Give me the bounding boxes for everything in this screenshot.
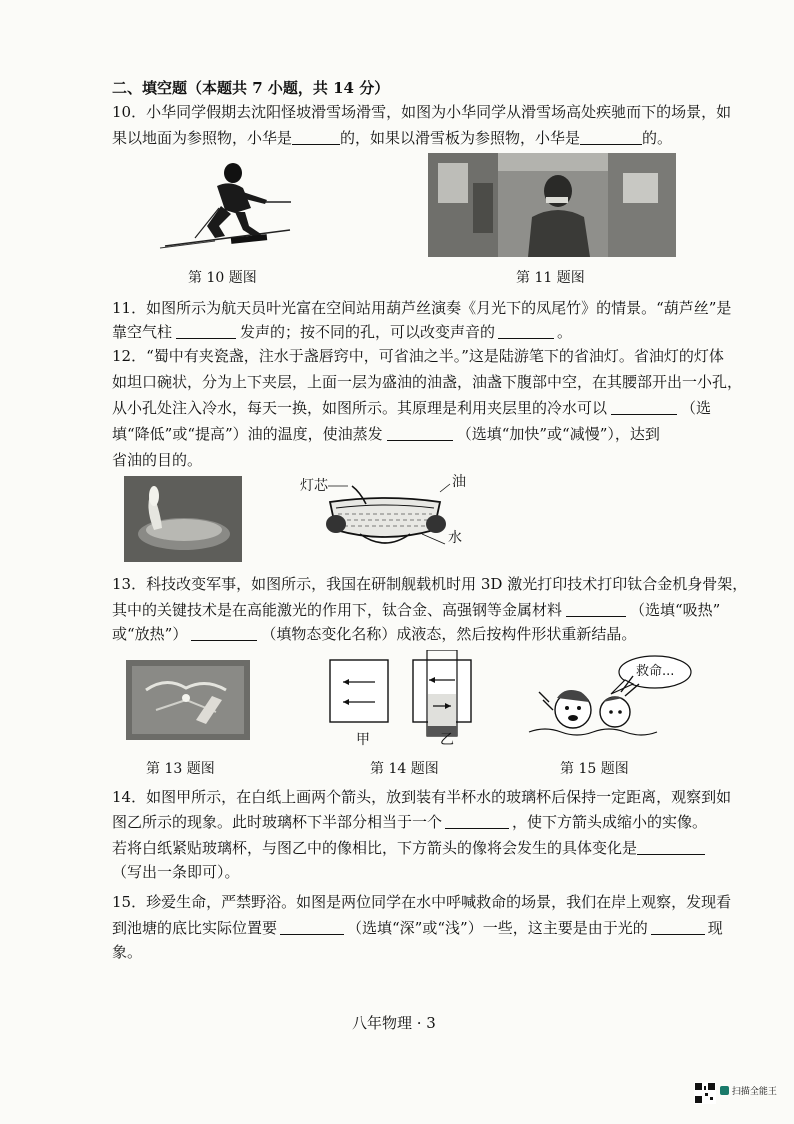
q15-blank-1[interactable]: [280, 919, 344, 935]
q13-text-a: 其中的关键技术是在高能激光的作用下，钛合金、高强钢等金属材料: [112, 601, 563, 619]
q10-blank-2[interactable]: [580, 129, 642, 145]
q14-line1: 14．如图甲所示，在白纸上画两个箭头，放到装有半杯水的玻璃杯后保持一定距离，观察到如: [112, 788, 732, 806]
q11-line1: 11．如图所示为航天员叶光富在空间站用葫芦丝演奏《月光下的凤尾竹》的情景。“葫芦丝”是: [112, 299, 732, 317]
qr-code-icon: [694, 1082, 716, 1104]
q12-text-d: （选填“加快”或“减慢”），达到: [456, 425, 660, 443]
q11-blank-1[interactable]: [176, 323, 236, 339]
section-heading: 二、填空题（本题共 7 小题，共 14 分）: [112, 79, 390, 97]
caption-fig14: 第 14 题图: [370, 761, 439, 777]
laser-print-photo: [126, 660, 250, 740]
q12-line1: 12．“蜀中有夹瓷盏，注水于盏唇窍中，可省油之半。”这是陆游笔下的省油灯。省油灯的灯体: [112, 347, 724, 365]
q13-blank-1[interactable]: [566, 601, 626, 617]
oil-lamp-photo: [124, 476, 242, 562]
q15-text-a: 到池塘的底比实际位置要: [112, 919, 278, 937]
q14-blank-1[interactable]: [445, 813, 509, 829]
label-water: 水: [448, 530, 462, 546]
q10-blank-1[interactable]: [292, 129, 340, 145]
arrows-glass-figure: [325, 650, 475, 742]
label-wick: 灯芯: [300, 478, 328, 494]
q15-line1: 15．珍爱生命，严禁野浴。如图是两位同学在水中呼喊救命的场景，我们在岸上观察，发现看: [112, 893, 732, 911]
q14-line3: [112, 838, 705, 858]
q12-blank-2[interactable]: [387, 425, 453, 441]
scanner-stamp-text: 扫描全能王: [731, 1087, 777, 1097]
q11-text-b: 发声的；按不同的孔，可以改变声音的: [240, 323, 496, 341]
oil-lamp-photo-art: [124, 476, 242, 562]
q12-line5: 省油的目的。: [112, 451, 203, 469]
q14-blank-2[interactable]: [637, 839, 705, 855]
q11-line2: [112, 322, 572, 342]
q10-text-b: 的，如果以滑雪板为参照物，小华是: [340, 129, 581, 147]
q12-text-c: 填“降低”或“提高”）油的温度，使油蒸发: [112, 425, 383, 443]
q13-line3: [112, 624, 636, 644]
scanner-stamp: [720, 1084, 777, 1097]
astronaut-photo-art: [428, 153, 676, 257]
q12-line4: [112, 424, 660, 444]
q14-line4: （写出一条即可）。: [112, 863, 240, 881]
q12-line2: 如坦口碗状，分为上下夹层，上面一层为盛油的油盏，油盏下腹部中空，在其腰部开出一小孔，: [112, 373, 743, 391]
q11-blank-2[interactable]: [498, 323, 554, 339]
q13-text-b: （选填“吸热”: [630, 601, 721, 619]
caption-fig11: 第 11 题图: [516, 270, 585, 286]
q15-line2: [112, 918, 723, 938]
q12-text-b: （选: [681, 399, 712, 417]
q15-text-c: 现: [707, 919, 723, 937]
q14-text-b: ，使下方箭头成缩小的实像。: [512, 813, 708, 831]
scanner-logo-icon: [720, 1086, 729, 1095]
page-footer: 八年物理 · 3: [352, 1014, 436, 1032]
q14-text-a: 图乙所示的现象。此时玻璃杯下半部分相当于一个: [112, 813, 443, 831]
q15-text-b: （选填“深”或“浅”）一些，这主要是由于光的: [347, 919, 648, 937]
skier-figure: [155, 158, 295, 253]
q11-text-a: 靠空气柱: [112, 323, 173, 341]
q13-text-d: （填物态变化名称）成液态，然后按构件形状重新结晶。: [261, 625, 637, 643]
q10-text-a: 果以地面为参照物，小华是: [112, 129, 293, 147]
laser-print-photo-art: [126, 660, 250, 740]
caption-fig13: 第 13 题图: [146, 761, 215, 777]
q15-blank-2[interactable]: [651, 919, 705, 935]
q12-blank-1[interactable]: [611, 399, 677, 415]
q12-text-a: 从小孔处注入冷水，每天一换，如图所示。其原理是利用夹层里的冷水可以: [112, 399, 608, 417]
q13-blank-2[interactable]: [191, 625, 257, 641]
help-bubble-text: 救命...: [636, 664, 675, 679]
q10-line1: 10．小华同学假期去沈阳怪坡滑雪场滑雪，如图为小华同学从滑雪场高处疾驰而下的场景，如: [112, 103, 732, 121]
label-oil: 油: [452, 474, 466, 490]
q11-text-c: 。: [557, 323, 573, 341]
label-jia: 甲: [356, 732, 370, 748]
astronaut-photo: [428, 153, 676, 257]
q15-line3: 象。: [112, 943, 143, 961]
caption-fig10: 第 10 题图: [188, 270, 257, 286]
caption-fig15: 第 15 题图: [560, 761, 629, 777]
q10-line2: [112, 128, 672, 148]
q12-line3: [112, 398, 711, 418]
q13-text-c: 或“放热”）: [112, 625, 188, 643]
q14-text-c: 若将白纸紧贴玻璃杯，与图乙中的像相比，下方箭头的像将会发生的具体变化是: [112, 839, 638, 857]
q13-line1: 13．科技改变军事，如图所示，我国在研制舰载机时用 3D 激光打印技术打印钛合金机身骨架，: [112, 575, 748, 593]
q13-line2: [112, 600, 720, 620]
q10-text-c: 的。: [642, 129, 673, 147]
q14-line2: [112, 812, 707, 832]
label-yi: 乙: [440, 732, 454, 748]
